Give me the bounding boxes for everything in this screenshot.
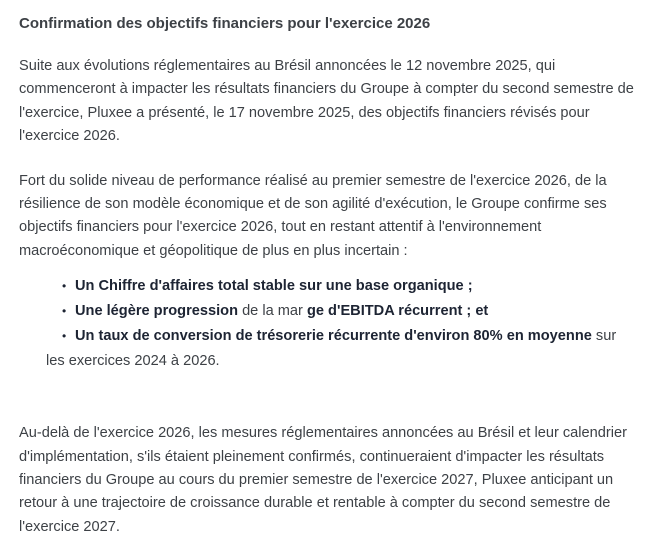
objective-revenue-text: Un Chiffre d'affaires total stable sur une base organique ; [75,278,473,295]
objective-revenue [61,274,647,299]
section-heading: Confirmation des objectifs financiers pour l'exercice 2026 [19,15,431,32]
objectives-list [19,274,647,374]
paragraph-line: l'exercice 2027. [19,518,120,535]
objective-ebitda [61,299,647,324]
paragraph-line: macroéconomique et géopolitique de plus en plus incertain : [19,242,408,259]
paragraph-line: l'exercice 2026. [19,128,120,145]
objective-cash-continuation [46,349,647,374]
paragraph-line: objectifs financiers pour l'exercice 2026, tout en restant attentif à l'environnement [19,219,542,236]
paragraph-line: retour à une trajectoire de croissance durable et rentable à compter du second semestre de [19,495,611,512]
paragraph-beyond-2026 [19,422,647,539]
paragraph-line: Fort du solide niveau de performance réalisé au premier semestre de l'exercice 2026, de la [19,172,607,189]
objective-cash-conversion [61,324,647,349]
objective-ebitda-bold-b: ge d'EBITDA récurrent ; et [306,303,489,320]
paragraph-line: Suite aux évolutions réglementaires au Brésil annoncées le 12 novembre 2025, qui [19,58,556,74]
paragraph-line: résilience de son modèle économique et de son agilité d'exécution, le Groupe confirme ses [19,196,607,213]
objective-cash-cont-text: les exercices 2024 à 2026. [46,353,220,370]
paragraph-line: l'exercice, Pluxee a présenté, le 17 novembre 2025, des objectifs financiers révisés pour [19,104,590,121]
objective-cash-bold: Un taux de conversion de trésorerie récurrente d'environ 80% en moyenne [75,328,592,345]
paragraph-line: Au-delà de l'exercice 2026, les mesures réglementaires annoncées au Brésil et leur calendrier [19,425,627,442]
objective-ebitda-normal: de la mar [238,303,303,320]
paragraph-line: d'implémentation, s'ils étaient pleinement confirmés, continueraient d'impacter les résultats [19,448,605,465]
objective-ebitda-bold-a: Une légère progression [75,303,239,320]
paragraph-line: commenceront à impacter les résultats financiers du Groupe à compter du second semestre de [19,81,634,98]
paragraph-brazil-regulation [19,55,647,149]
objective-cash-normal: sur [591,328,617,345]
paragraph-line: financiers du Groupe au cours du premier semestre de l'exercice 2027, Pluxee anticipant un [19,472,614,489]
paragraph-confirmation [19,170,647,264]
